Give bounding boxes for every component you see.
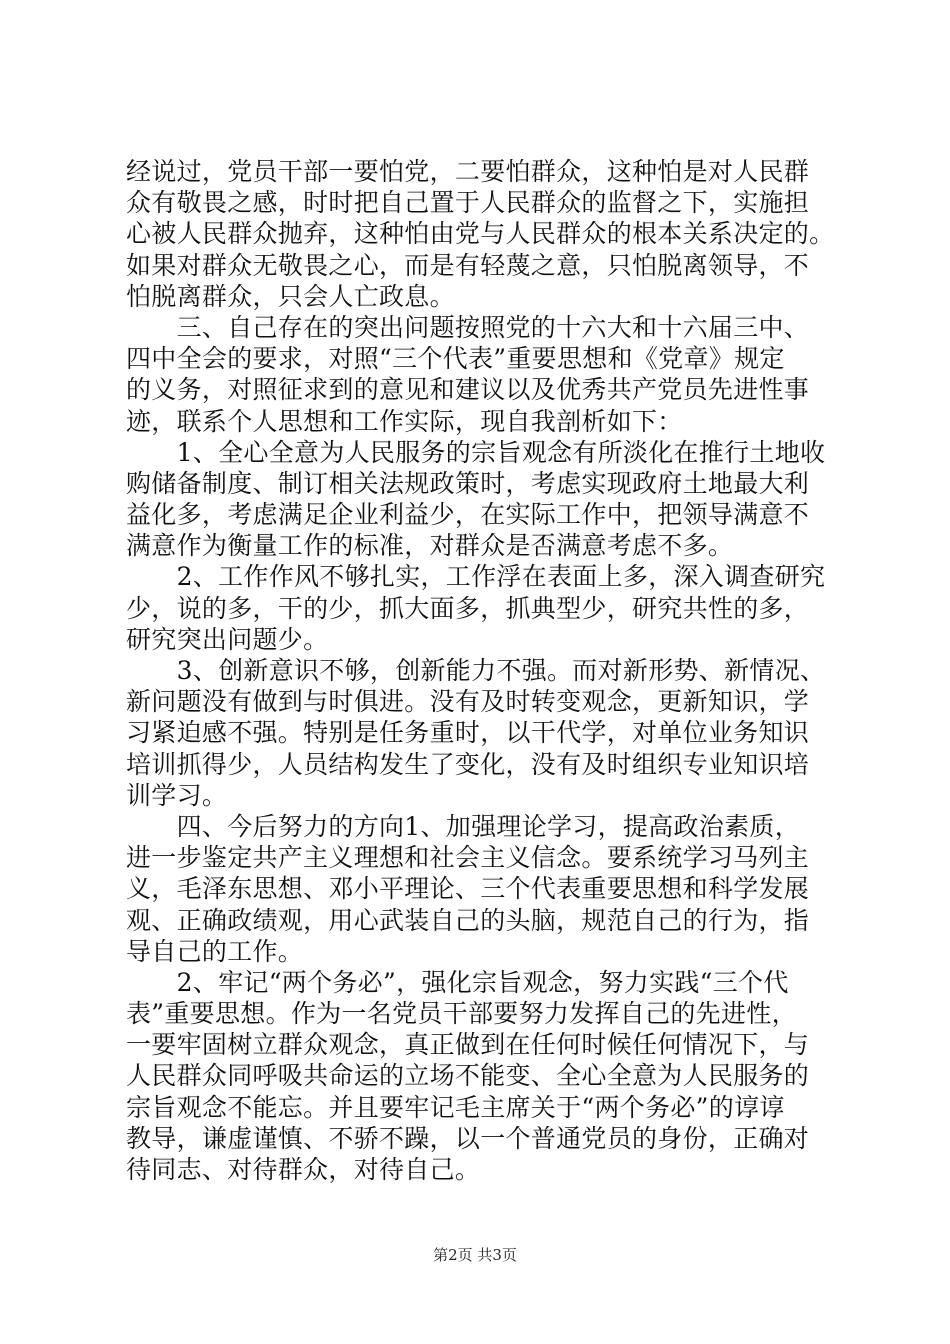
text-line: 表”重要思想。作为一名党员干部要努力发挥自己的先进性， (126, 999, 797, 1029)
text-line: 心被人民群众抛弃，这种怕由党与人民群众的根本关系决定的。 (126, 219, 835, 249)
text-line: 导自己的工作。 (126, 936, 304, 966)
page-footer (0, 1244, 950, 1265)
text-line: 待同志、对待群众，对待自己。 (126, 1155, 481, 1184)
text-line: 如果对群众无敬畏之心，而是有轻蔑之意，只怕脱离领导，不 (126, 250, 810, 280)
body-text (126, 156, 846, 1185)
text-line: 经说过，党员干部一要怕党，二要怕群众，这种怕是对人民群 (126, 157, 810, 186)
text-line: 三、自己存在的突出问题按照党的十六大和十六届三中、 (126, 312, 810, 342)
text-line: 教导，谦虚谨慎、不骄不躁，以一个普通党员的身份，正确对 (126, 1123, 810, 1153)
text-line: 众有敬畏之感，时时把自己置于人民群众的监督之下，实施担 (126, 188, 810, 218)
text-line: 进一步鉴定共产主义理想和社会主义信念。要系统学习马列主 (126, 843, 810, 873)
text-line: 2、牢记“两个务必”，强化宗旨观念，努力实践“三个代 (126, 967, 789, 997)
text-line: 迹，联系个人思想和工作实际，现自我剖析如下： (126, 406, 683, 436)
text-line: 人民群众同呼吸共命运的立场不能变、全心全意为人民服务的 (126, 1061, 810, 1091)
text-line: 训学习。 (126, 780, 228, 810)
text-line: 宗旨观念不能忘。并且要牢记毛主席关于“两个务必”的谆谆 (126, 1092, 785, 1122)
text-line: 研究突出问题少。 (126, 624, 329, 654)
text-line: 怕脱离群众，只会人亡政息。 (126, 281, 455, 311)
page-number-label: 第2页 共3页 (433, 1246, 517, 1264)
text-line: 四中全会的要求，对照“三个代表”重要思想和《党章》规定 (126, 344, 785, 374)
text-line: 满意作为衡量工作的标准，对群众是否满意考虑不多。 (126, 531, 734, 561)
text-line: 益化多，考虑满足企业利益少，在实际工作中，把领导满意不 (126, 500, 810, 530)
text-line: 1、全心全意为人民服务的宗旨观念有所淡化在推行土地收 (126, 437, 826, 467)
text-line: 购储备制度、制订相关法规政策时，考虑实现政府土地最大利 (126, 468, 810, 498)
text-line: 少，说的多，干的少，抓大面多，抓典型少，研究共性的多， (126, 593, 810, 623)
text-line: 习紧迫感不强。特别是任务重时，以干代学，对单位业务知识 (126, 718, 810, 748)
text-line: 四、今后努力的方向1、加强理论学习，提高政治素质， (126, 811, 801, 841)
text-line: 3、创新意识不够，创新能力不强。而对新形势、新情况、 (126, 656, 826, 685)
text-line: 2、工作作风不够扎实，工作浮在表面上多，深入调查研究 (126, 562, 826, 592)
text-line: 义，毛泽东思想、邓小平理论、三个代表重要思想和科学发展 (126, 874, 810, 904)
text-line: 一要牢固树立群众观念，真正做到在任何时候任何情况下，与 (126, 1030, 810, 1060)
text-line: 观、正确政绩观，用心武装自己的头脑，规范自己的行为，指 (126, 905, 810, 935)
text-line: 的义务，对照征求到的意见和建议以及优秀共产党员先进性事 (126, 375, 810, 405)
text-line: 培训抓得少，人员结构发生了变化，没有及时组织专业知识培 (126, 749, 810, 779)
text-line: 新问题没有做到与时俱进。没有及时转变观念，更新知识，学 (126, 687, 810, 717)
